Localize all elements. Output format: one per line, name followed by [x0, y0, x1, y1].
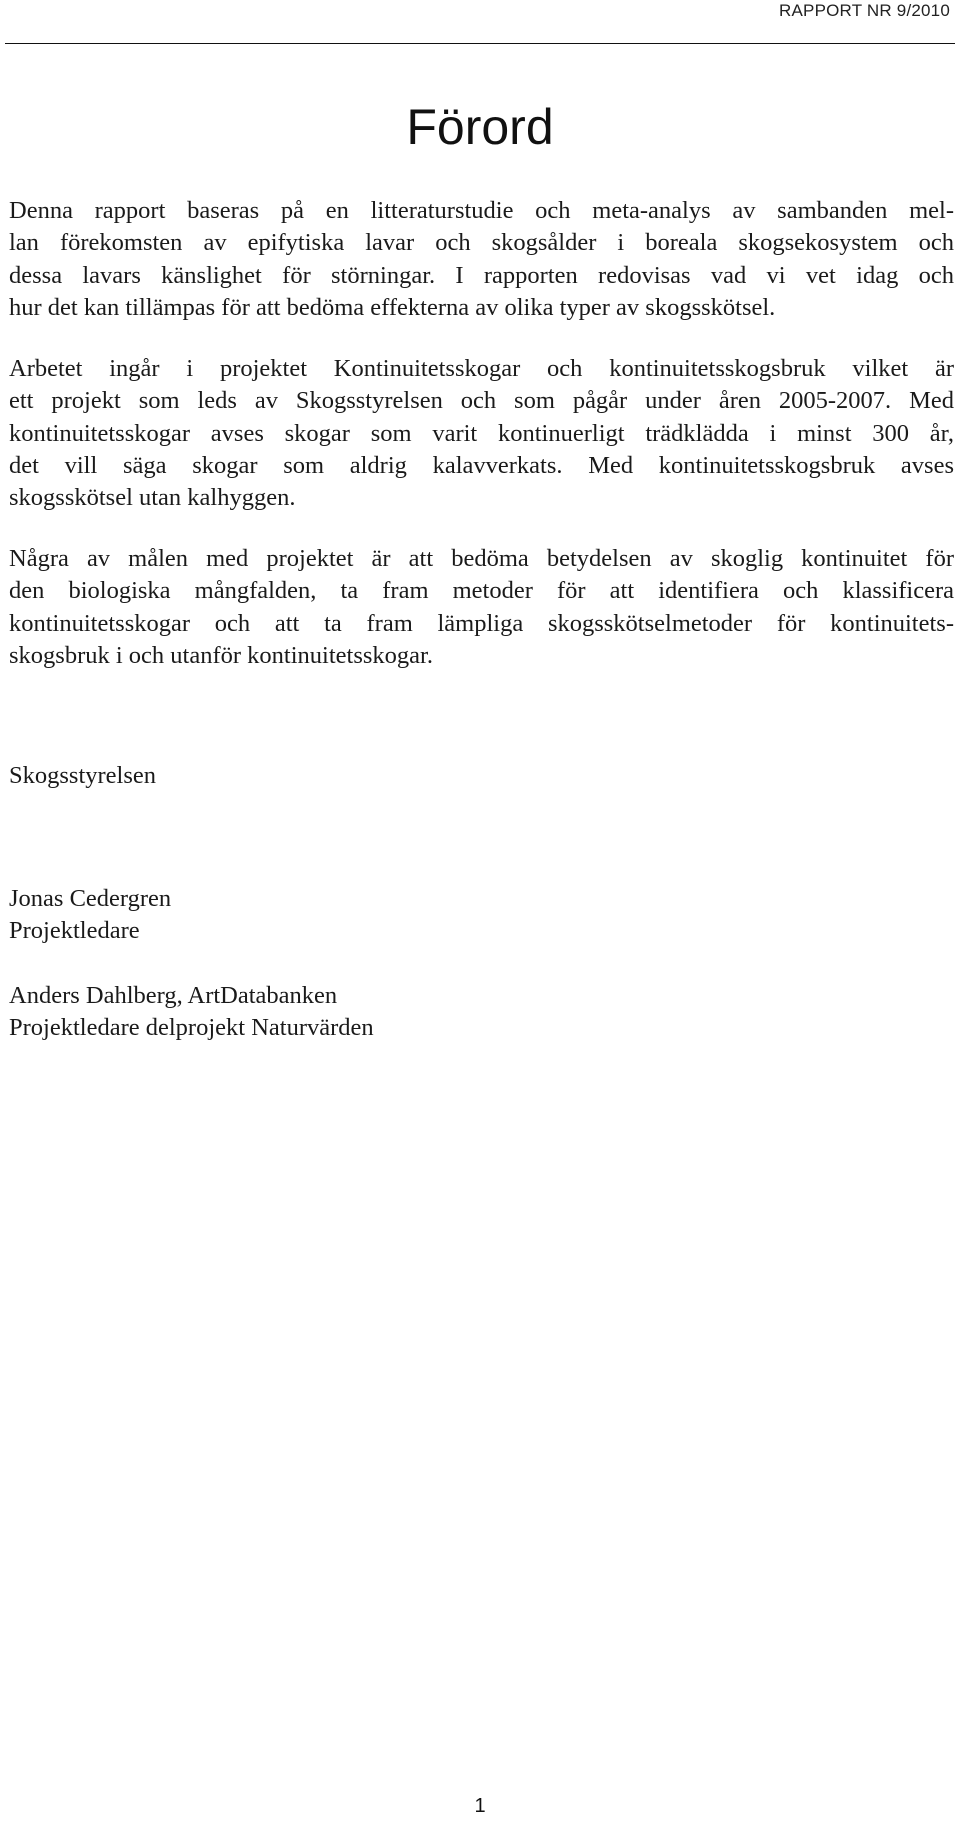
- paragraph-line: den biologiska mångfalden, ta fram metoder för att identifiera och klassificera: [9, 577, 954, 605]
- organisation-label: Skogsstyrelsen: [9, 762, 156, 789]
- paragraph-1: [9, 195, 954, 324]
- paragraph-line: lan förekomsten av epifytiska lavar och skogsålder i boreala skogsekosystem och: [9, 229, 954, 257]
- paragraph-line: kontinuitetsskogar och att ta fram lämpliga skogsskötselmetoder för kontinuitets-: [9, 609, 954, 637]
- organisation-name: [9, 760, 156, 792]
- running-header: RAPPORT NR 9/2010: [779, 1, 950, 20]
- signatory-name: Anders Dahlberg, ArtDatabanken: [9, 982, 338, 1009]
- paragraph-line: Några av målen med projektet är att bedöma betydelsen av skoglig kontinuitet för: [9, 545, 954, 572]
- paragraph-line: skogsbruk i och utanför kontinuitetsskogar.: [9, 641, 433, 669]
- paragraph-line: det vill säga skogar som aldrig kalavverkats. Med kontinuitetsskogsbruk avses: [9, 451, 954, 479]
- paragraph-line: Arbetet ingår i projektet Kontinuitetsskogar och kontinuitetsskogsbruk vilket är: [9, 355, 954, 382]
- signatory-role: Projektledare delprojekt Naturvärden: [9, 1014, 374, 1042]
- signatory-1: [9, 883, 171, 948]
- page-title: Förord: [406, 99, 554, 155]
- paragraph-line: dessa lavars känslighet för störningar. I rapporten redovisas vad vi vet idag och: [9, 261, 954, 289]
- header-divider: [5, 43, 955, 44]
- signatory-2: [9, 980, 374, 1045]
- paragraph-line: ett projekt som leds av Skogsstyrelsen och som pågår under åren 2005-2007. Med: [9, 387, 954, 415]
- paragraph-line: skogsskötsel utan kalhyggen.: [9, 484, 296, 512]
- paragraph-line: Denna rapport baseras på en litteraturstudie och meta-analys av sambanden mel-: [9, 197, 954, 224]
- paragraph-3: [9, 543, 954, 672]
- signatory-role: Projektledare: [9, 917, 140, 945]
- paragraph-line: kontinuitetsskogar avses skogar som varit kontinuerligt trädklädda i minst 300 år,: [9, 419, 954, 447]
- paragraph-line: hur det kan tillämpas för att bedöma effekterna av olika typer av skogsskötsel.: [9, 293, 776, 321]
- page-number: 1: [474, 1795, 486, 1817]
- signatory-name: Jonas Cedergren: [9, 885, 172, 912]
- paragraph-2: [9, 353, 954, 514]
